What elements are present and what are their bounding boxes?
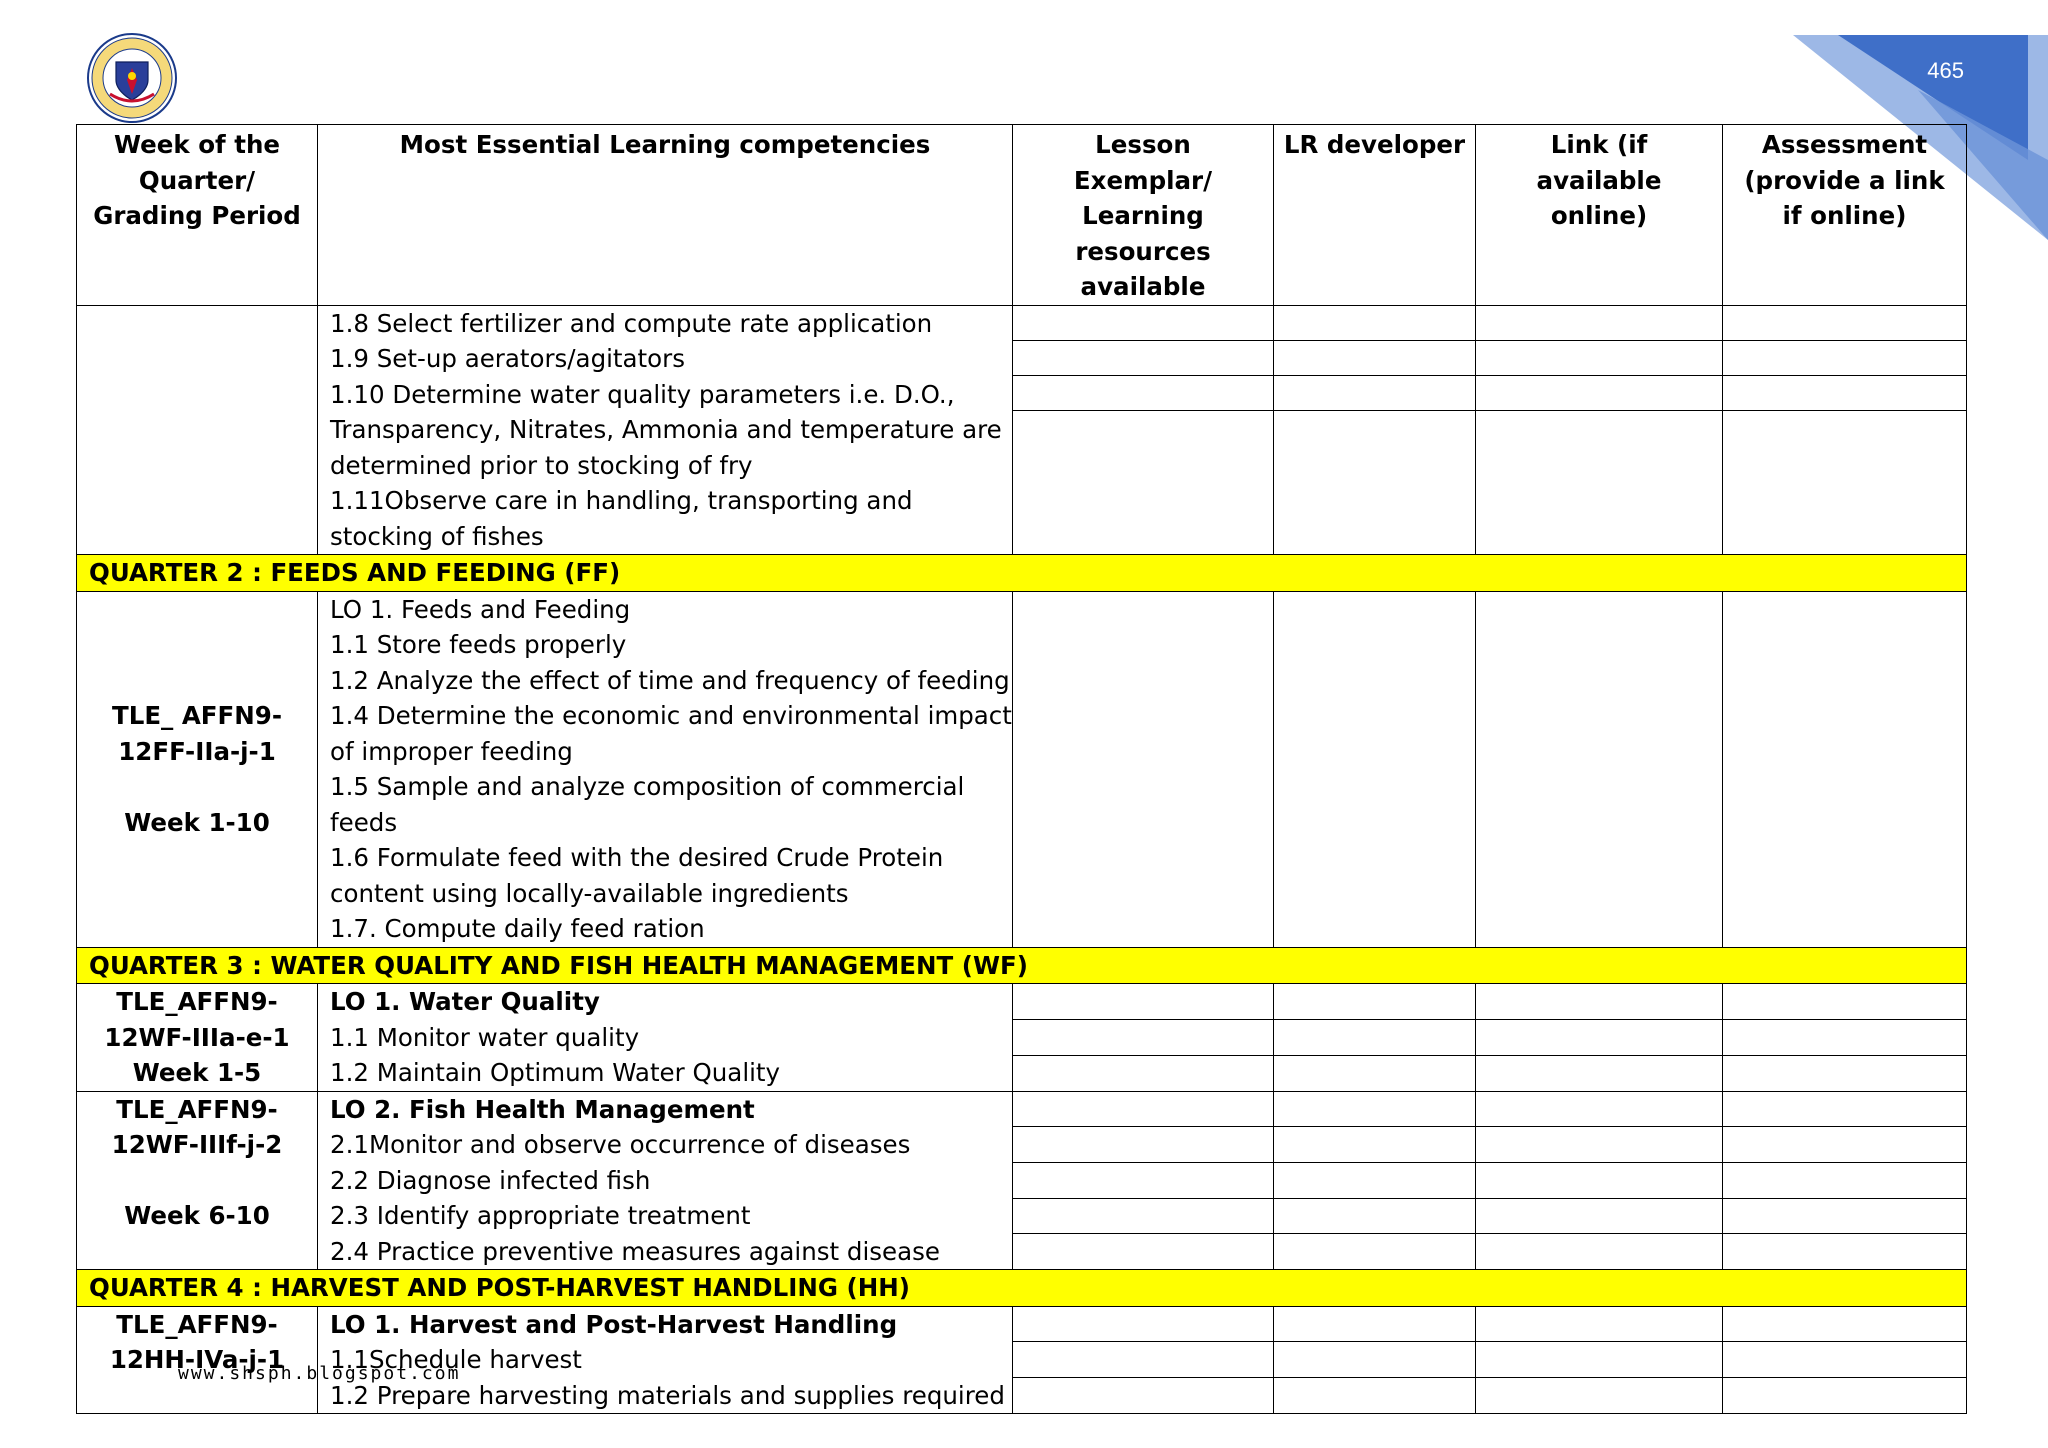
empty-cell [1013,1306,1274,1342]
competency-code: TLE_AFFN9- [116,987,278,1016]
competency-line: 1.2 Maintain Optimum Water Quality [330,1058,781,1087]
empty-cell [1723,984,1967,1020]
empty-cell [1274,375,1476,410]
competency-line: 1.4 Determine the economic and environmental impact [330,701,1012,730]
empty-cell [1274,305,1476,340]
week-cell [77,984,318,1092]
learning-outcome: LO 1. Harvest and Post-Harvest Handling [330,1309,898,1339]
quarter-heading-row [77,555,1967,592]
competency-code: 12HH-IVa-j-1 [109,1345,285,1374]
competency-line: 1.7. Compute daily feed ration [330,914,705,943]
competency-line: 1.2 Analyze the effect of time and frequency of feeding [330,665,1010,695]
empty-cell [1274,410,1476,555]
empty-cell [1476,1055,1723,1091]
empty-cell [1476,1198,1723,1234]
competency-code: TLE_AFFN9- [116,1094,278,1124]
empty-cell [1723,1198,1967,1234]
table-header-row [77,125,1967,306]
empty-cell [1013,1234,1274,1270]
empty-cell [1013,1127,1274,1163]
empty-cell [1013,984,1274,1020]
table-row [77,1091,1967,1127]
empty-cell [1013,1091,1274,1127]
competency-cell [318,305,1013,555]
empty-cell [1476,410,1723,555]
competency-line: Transparency, Nitrates, Ammonia and temperature are [330,415,1002,444]
empty-cell [1476,1342,1723,1378]
competency-code: 12FF-IIa-j-1 [118,736,276,766]
week-range: Week 1-5 [132,1058,262,1087]
empty-cell [1476,1306,1723,1342]
competency-line: LO 1. Feeds and Feeding [330,594,631,624]
empty-cell [1274,1162,1476,1198]
competency-line: 1.11Observe care in handling, transporting and [330,486,913,515]
competency-line: 1.6 Formulate feed with the desired Crude Protein [330,843,944,872]
empty-cell [1274,591,1476,947]
competency-code: 12WF-IIIf-j-2 [111,1130,283,1159]
empty-cell [1274,1019,1476,1055]
empty-cell [1723,410,1967,555]
empty-cell [1274,1378,1476,1414]
competency-line: 2.3 Identify appropriate treatment [330,1201,751,1230]
week-cell [77,1091,318,1270]
empty-cell [1476,591,1723,947]
quarter-3-title: QUARTER 3 : WATER QUALITY AND FISH HEALTH MANAGEMENT (WF) [77,947,1967,984]
table-row [77,305,1967,340]
empty-cell [1476,984,1723,1020]
empty-cell [1013,375,1274,410]
empty-cell [1723,1342,1967,1378]
empty-cell [1274,1127,1476,1163]
empty-cell [1723,1091,1967,1127]
competency-line: feeds [330,807,398,837]
page-number: 465 [1927,58,1964,83]
competency-line: 2.4 Practice preventive measures against disease [330,1236,940,1266]
empty-cell [1013,1055,1274,1091]
competency-cell [318,1091,1013,1270]
header-competencies: Most Essential Learning competencies [318,125,1013,306]
empty-cell [1013,1198,1274,1234]
empty-cell [1476,1019,1723,1055]
empty-cell [1274,984,1476,1020]
empty-cell [1476,1127,1723,1163]
empty-cell [1274,1055,1476,1091]
competency-code: TLE_ AFFN9- [112,701,282,730]
empty-cell [1723,1234,1967,1270]
table-row [77,1306,1967,1342]
week-cell [77,1306,318,1414]
quarter-4-title: QUARTER 4 : HARVEST AND POST-HARVEST HANDLING (HH) [77,1270,1967,1307]
empty-cell [1476,1162,1723,1198]
competency-cell [318,1306,1013,1414]
header-week: Week of the Quarter/ Grading Period [77,125,318,306]
week-range: Week 6-10 [124,1201,270,1230]
footer-url[interactable]: www.shsph.blogspot.com [178,1363,461,1384]
competency-line: 1.1 Store feeds properly [330,630,627,659]
competency-line: of improper feeding [330,736,573,766]
week-range: Week 1-10 [124,807,270,837]
deped-seal-logo [86,32,178,124]
empty-cell [1274,1306,1476,1342]
empty-cell [1274,1091,1476,1127]
empty-cell [1013,1378,1274,1414]
competency-code: TLE_AFFN9- [116,1309,278,1339]
empty-cell [1476,375,1723,410]
empty-cell [1723,591,1967,947]
empty-cell [1476,340,1723,375]
empty-cell [1274,340,1476,375]
competency-line: 1.1 Monitor water quality [330,1022,640,1052]
competency-code: 12WF-IIIa-e-1 [104,1022,290,1052]
header-link: Link (if available online) [1476,125,1723,306]
competency-table [76,124,1967,1414]
competency-line: content using locally-available ingredients [330,878,849,908]
empty-cell [1476,1234,1723,1270]
empty-cell [1013,305,1274,340]
empty-cell [1476,1378,1723,1414]
empty-cell [1723,305,1967,340]
header-lr-developer: LR developer [1274,125,1476,306]
empty-cell [1723,1162,1967,1198]
empty-cell [1013,1019,1274,1055]
quarter-2-title: QUARTER 2 : FEEDS AND FEEDING (FF) [77,555,1967,592]
header-assessment: Assessment (provide a link if online) [1723,125,1967,306]
competency-line: 1.9 Set-up aerators/agitators [330,344,685,373]
empty-cell [1723,1019,1967,1055]
table-row [77,591,1967,947]
empty-cell [1723,1306,1967,1342]
empty-cell [1013,591,1274,947]
empty-cell [1723,1055,1967,1091]
competency-cell [318,591,1013,947]
table-row [77,984,1967,1020]
competency-line: 1.1Schedule harvest [330,1345,582,1374]
quarter-heading-row [77,947,1967,984]
empty-cell [1476,1091,1723,1127]
empty-cell [1013,1342,1274,1378]
quarter-heading-row [77,1270,1967,1307]
empty-cell [1723,375,1967,410]
competency-cell [318,984,1013,1092]
empty-cell [1274,1234,1476,1270]
empty-cell [1723,1127,1967,1163]
learning-outcome: LO 1. Water Quality [330,987,600,1016]
empty-cell [1274,1342,1476,1378]
header-lesson-exemplar: Lesson Exemplar/ Learning resources available [1013,125,1274,306]
week-cell [77,305,318,555]
empty-cell [1476,305,1723,340]
empty-cell [1013,1162,1274,1198]
empty-cell [1723,340,1967,375]
empty-cell [1723,1378,1967,1414]
empty-cell [1013,410,1274,555]
competency-line: determined prior to stocking of fry [330,450,753,480]
learning-outcome: LO 2. Fish Health Management [330,1094,755,1124]
competency-line: 2.1Monitor and observe occurrence of diseases [330,1130,911,1159]
competency-line: 2.2 Diagnose infected fish [330,1165,651,1195]
empty-cell [1013,340,1274,375]
competency-line: 1.5 Sample and analyze composition of commercial [330,772,965,801]
week-cell [77,591,318,947]
competency-line: 1.8 Select fertilizer and compute rate application [330,308,933,338]
competency-line: 1.10 Determine water quality parameters i.e. D.O., [330,379,955,409]
empty-cell [1274,1198,1476,1234]
competency-line: stocking of fishes [330,521,544,551]
competency-line: 1.2 Prepare harvesting materials and supplies required [330,1380,1005,1410]
